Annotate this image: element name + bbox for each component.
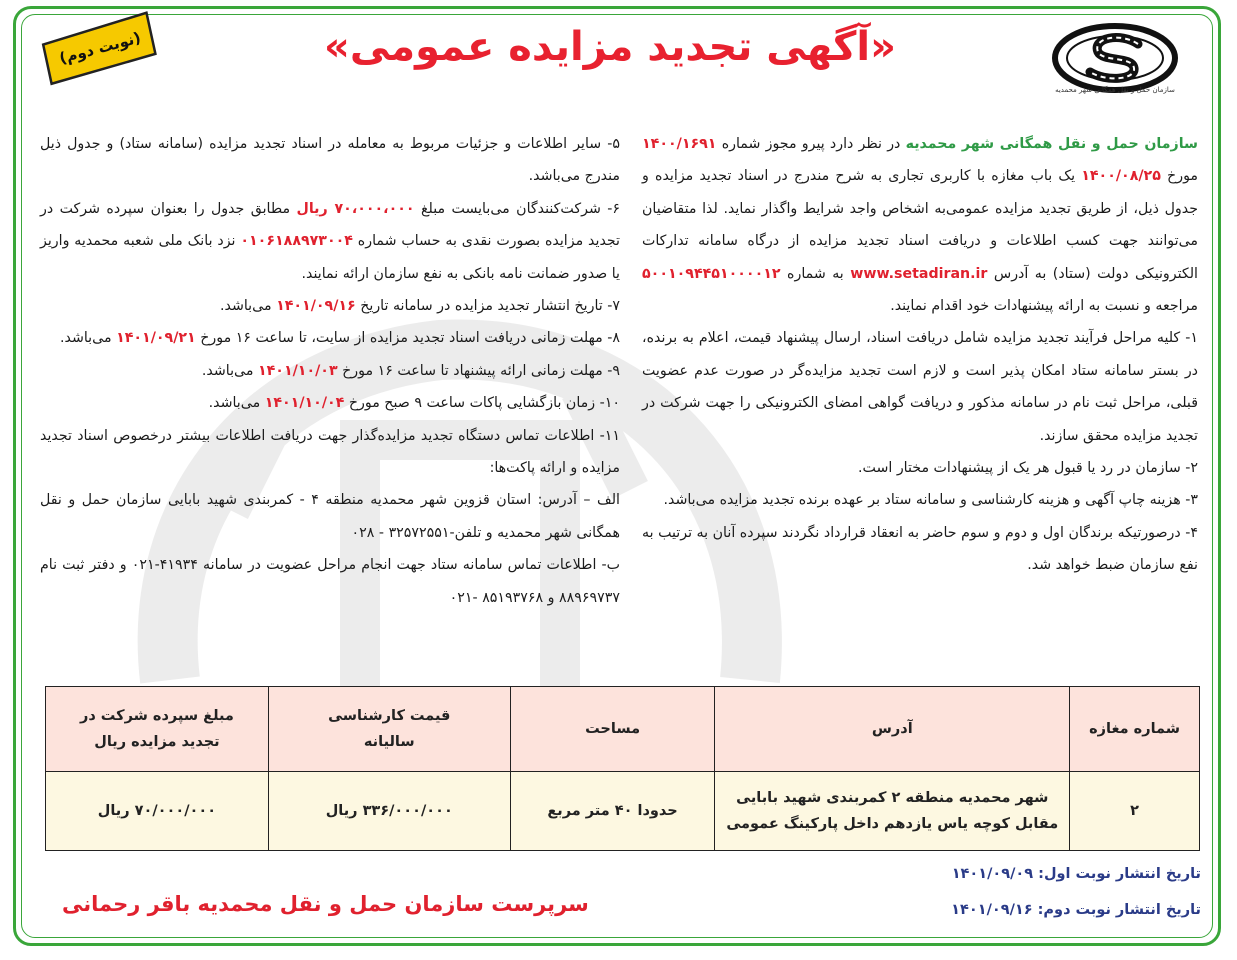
text-run: می‌باشد. <box>201 362 258 379</box>
text-run: می‌باشد. <box>208 395 265 412</box>
text-run: ۸- مهلت زمانی دریافت اسناد تجدید مزایده از سایت، تا ساعت ۱۶ مورخ <box>195 330 620 347</box>
paragraph-item-4 <box>642 517 1198 582</box>
header-deposit-line1: مبلغ سپرده شرکت در <box>79 708 234 724</box>
left-column <box>40 128 620 614</box>
cell-area: حدودا ۴۰ متر مربع <box>510 772 715 851</box>
paragraph-intro <box>642 128 1198 322</box>
header-expert-price <box>268 687 510 772</box>
table-header-row <box>46 687 1200 772</box>
cell-address-line2: مقابل کوچه یاس یازدهم داخل پارکینگ عمومی <box>726 816 1059 832</box>
text-run: ۱۴۰۱/۰۹/۲۱ <box>116 330 196 347</box>
header-shop-number: شماره مغازه <box>1070 687 1200 772</box>
paragraph-item-11a <box>40 484 620 549</box>
text-run: ۱۱- اطلاعات تماس دستگاه تجدید مزایده‌گذار جهت دریافت اطلاعات بیشتر درخصوص اسناد تجدید مزایده و ارائه پاکت‌ها: <box>40 427 620 477</box>
paragraph-item-9 <box>40 355 620 387</box>
text-run: ۷۰،۰۰۰،۰۰۰ ریال <box>296 200 415 217</box>
paragraph-item-6 <box>40 193 620 290</box>
text-run: ۹- مهلت زمانی ارائه پیشنهاد تا ساعت ۱۶ مورخ <box>337 362 620 379</box>
paragraph-item-7 <box>40 290 620 322</box>
paragraph-item-8 <box>40 322 620 354</box>
text-run: ۵۰۰۱۰۹۴۴۵۱۰۰۰۰۱۲ <box>642 265 781 282</box>
text-run: ۱۴۰۰/۰۸/۲۵ <box>1081 168 1161 185</box>
paragraph-item-11 <box>40 420 620 485</box>
header-area: مساحت <box>510 687 715 772</box>
shop-table <box>45 686 1200 851</box>
notice-title: «آگهی تجدید مزایده عمومی» <box>324 24 896 70</box>
paragraph-item-1 <box>642 322 1198 452</box>
text-run: سازمان حمل و نقل همگانی شهر محمدیه <box>905 136 1198 152</box>
text-run: ب- اطلاعات تماس سامانه ستاد جهت انجام مراحل عضویت در سامانه ۴۱۹۳۴-۰۲۱ و دفتر ثبت نام ۸۸۹۶۹۷۳۷ و ۸۵۱۹۳۷۶۸ -۰۲۱ <box>40 557 620 606</box>
text-run: ۱۰- زمان بازگشایی پاکات ساعت ۹ صبح مورخ <box>344 395 620 412</box>
text-run: ۱۴۰۱/۱۰/۰۳ <box>257 362 338 379</box>
text-run: مراجعه و نسبت به ارائه پیشنهادات خود اقدام نمایند. <box>890 298 1198 315</box>
text-run: ۱۴۰۱/۱۰/۰۴ <box>264 395 345 412</box>
second-publication-date: تاریخ انتشار نوبت دوم: ۱۴۰۱/۰۹/۱۶ <box>951 902 1201 918</box>
header-expert-price-line1: قیمت کارشناسی <box>328 708 451 724</box>
paragraph-item-11b <box>40 549 620 614</box>
text-run: www.setadiran.ir <box>850 265 988 282</box>
cell-deposit: ۷۰/۰۰۰/۰۰۰ ریال <box>46 772 269 851</box>
signature-line: سرپرست سازمان حمل و نقل محمدیه باقر رحمانی <box>62 892 589 916</box>
text-run: می‌باشد. <box>60 330 117 347</box>
header-address: آدرس <box>715 687 1070 772</box>
cell-address-line1: شهر محمدیه منطقه ۲ کمربندی شهید بابایی <box>736 790 1049 806</box>
text-run: ۵- سایر اطلاعات و جزئیات مربوط به معامله در اسناد تجدید مزایده (سامانه ستاد) و جدول ذیل مندرج می‌باشد. <box>40 136 620 185</box>
paragraph-item-10 <box>40 387 620 419</box>
cell-expert-price: ۳۳۶/۰۰۰/۰۰۰ ریال <box>268 772 510 851</box>
text-run: نزد بانک ملی شعبه محمدیه واریز یا صدور ضمانت نامه بانکی به نفع سازمان ارائه نمایند. <box>40 233 620 282</box>
header-expert-price-line2: سالیانه <box>363 734 415 750</box>
text-run: ۳- هزینه چاپ آگهی و هزینه کارشناسی و سامانه ستاد بر عهده برنده تجدید مزایده می‌باشد. <box>663 492 1198 509</box>
table-row <box>46 772 1200 851</box>
cell-address <box>715 772 1070 851</box>
text-run: ۶- شرکت‌کنندگان می‌بایست مبلغ <box>414 200 620 217</box>
round-badge-label: (نوبت دوم) <box>57 28 143 68</box>
text-run: الف – آدرس: استان قزوین شهر محمدیه منطقه ۴ - کمربندی شهید بابایی سازمان حمل و نقل همگانی شهر محمدیه و تلفن-۳۲۵۷۲۵۵۱ - ۰۲۸ <box>40 492 620 541</box>
first-publication-date: تاریخ انتشار نوبت اول: ۱۴۰۱/۰۹/۰۹ <box>951 866 1201 882</box>
text-run: ۲- سازمان در رد یا قبول هر یک از پیشنهادات مختار است. <box>858 460 1198 477</box>
text-run: ۴- درصورتیکه برندگان اول و دوم و سوم حاضر به انعقاد قرارداد نگردند سپرده آنان به ترتیب به نفع سازمان ضبط خواهد شد. <box>642 524 1198 574</box>
paragraph-item-2 <box>642 452 1198 484</box>
header-deposit <box>46 687 269 772</box>
text-run: مورخ <box>1160 168 1198 185</box>
text-run: به شماره <box>780 265 851 282</box>
paragraph-item-5 <box>40 128 620 193</box>
paragraph-item-3 <box>642 484 1198 516</box>
text-run: ۰۱۰۶۱۸۸۹۷۳۰۰۴ <box>240 233 353 250</box>
cell-shop-number: ۲ <box>1070 772 1200 851</box>
text-run: یک باب مغازه با کاربری تجاری به شرح مندرج در اسناد تجدید مزایده و جدول ذیل، از طریق تجدید مزایده عمومی‌به اشخاص واجد شرایط واگذار نماید. لذا متقاضیان می‌توانند جهت کسب اطلاعات و دریافت اسناد تجدید مزایده از درگاه سامانه تدارکات الکترونیکی دولت (ستاد) به آدرس <box>642 168 1198 282</box>
text-run: می‌باشد. <box>220 298 277 315</box>
text-run: مطابق جدول را بعنوان سپرده شرکت در تجدید مزایده بصورت نقدی به حساب شماره <box>40 200 620 250</box>
right-column <box>642 128 1198 582</box>
text-run: ۱۴۰۱/۰۹/۱۶ <box>276 298 356 315</box>
header-deposit-line2: تجدید مزایده ریال <box>94 734 220 750</box>
text-run: ۷- تاریخ انتشار تجدید مزایده در سامانه تاریخ <box>355 298 620 315</box>
text-run: ۱۴۰۰/۱۶۹۱ <box>642 136 717 152</box>
text-run: در نظر دارد پیرو مجوز شماره <box>716 136 906 152</box>
logo-caption: سازمان حمل و نقل همگانی شهر محمدیه <box>1055 86 1175 94</box>
text-run: ۱- کلیه مراحل فرآیند تجدید مزایده شامل دریافت اسناد، ارسال پیشنهاد قیمت، اعلام به برنده، در بستر سامانه ستاد امکان پذیر است و لازم است تجدید مزایده‌گر در صورت عدم عضویت قبلی، مراحل ثبت نام در سامانه مذکور و دریافت گواهی امضای الکترونیکی را جهت شرکت در تجدید مزایده محقق سازند. <box>642 330 1198 444</box>
